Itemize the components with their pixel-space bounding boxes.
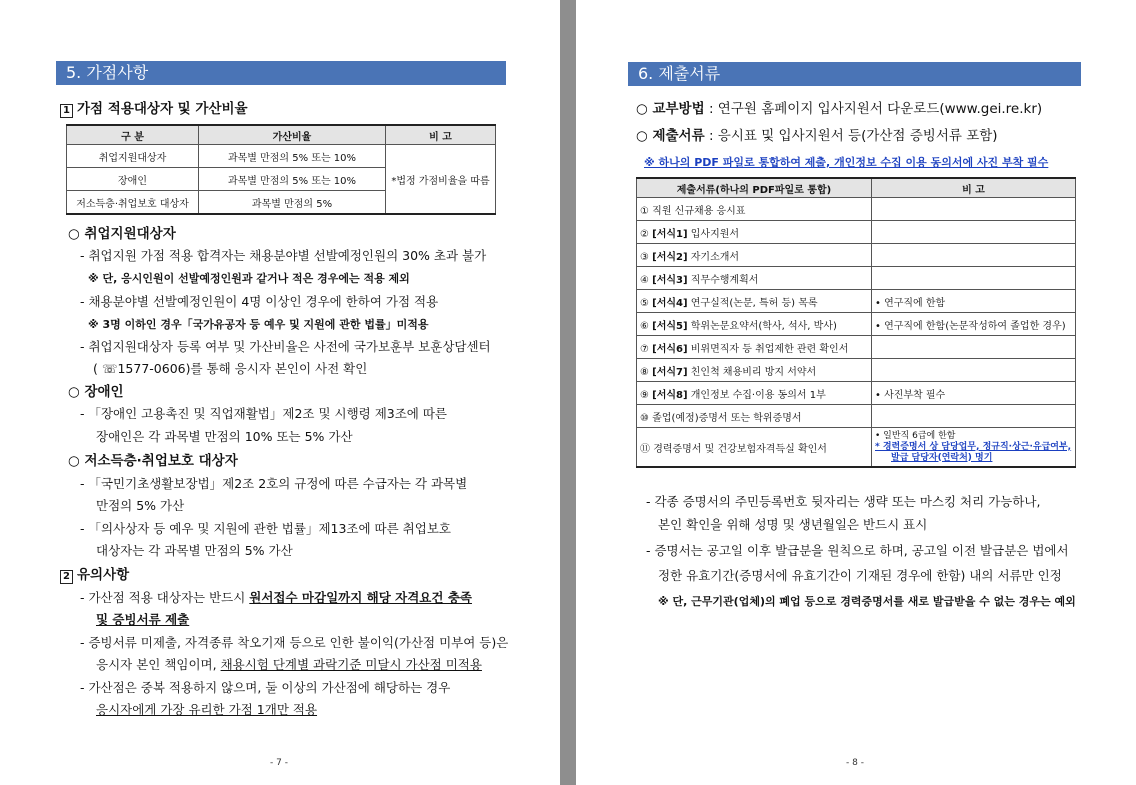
form-tag: [서식5] (652, 320, 688, 332)
cell-note (872, 198, 1076, 221)
row-name: 경력증명서 및 건강보험자격득실 확인서 (653, 443, 827, 455)
text-line: - 「국민기초생활보장법」제2조 2호의 규정에 따른 수급자는 각 과목별 (80, 476, 468, 491)
cell-note: • 사진부착 필수 (872, 382, 1076, 405)
cell-document (637, 198, 872, 221)
cell-note (872, 244, 1076, 267)
row-name: 학위논문요약서(학사, 석사, 박사) (690, 320, 837, 332)
heading-number: 1 (60, 104, 73, 118)
row-number: ② (640, 228, 649, 240)
label-documents: ○ 제출서류 (636, 128, 705, 144)
row-number: ⑧ (640, 366, 649, 378)
text-part: - 가산점 적용 대상자는 반드시 (80, 590, 250, 605)
cell-note (872, 221, 1076, 244)
text-part: : 응시표 및 입사지원서 등(가산점 증빙서류 포함) (704, 128, 998, 144)
row-name: 연구실적(논문, 특허 등) 목록 (690, 297, 818, 309)
text-emphasis: 및 증빙서류 제출 (96, 612, 190, 627)
cell-note (872, 336, 1076, 359)
text-line: - 취업지원대상자 등록 여부 및 가산비율은 사전에 국가보훈부 보훈상담센터 (80, 339, 491, 354)
cell-document (637, 359, 872, 382)
text-underline: 채용시험 단계별 과락기준 미달시 가산점 미적용 (220, 657, 482, 672)
form-tag: [서식3] (652, 274, 688, 286)
heading-text: 유의사항 (77, 567, 130, 583)
text-line: - 채용분야별 선발예정인원이 4명 이상인 경우에 한하여 가점 적용 (80, 294, 439, 309)
text-emphasis: 원서접수 마감일까지 해당 자격요건 충족 (249, 590, 472, 605)
note-line: * 경력증명서 상 담당업무, 정규직·상근·유급여부, (875, 441, 1072, 452)
cell-document (637, 336, 872, 359)
cell-document (637, 405, 872, 428)
row-name: 직원 신규채용 응시표 (652, 205, 746, 217)
table-row (637, 313, 1076, 336)
cell-note (872, 359, 1076, 382)
text-part: 응시자 본인 책임이며, (96, 657, 221, 672)
cell-document (637, 428, 872, 468)
col-header-category: 구 분 (67, 125, 199, 145)
text-line: - 각종 증명서의 주민등록번호 뒷자리는 생략 또는 마스킹 처리 가능하나, (646, 494, 1041, 509)
text-part: : 연구원 홈페이지 입사지원서 다운로드(www.gei.re.kr) (704, 101, 1043, 117)
text-line: 정한 유효기간(증명서에 유효기간이 기재된 경우에 한함) 내의 서류만 인정 (658, 568, 1062, 583)
text-line (96, 657, 482, 673)
notice-pdf: ※ 하나의 PDF 파일로 통합하여 제출, 개인정보 수집 이용 동의서에 사진 부착 필수 (644, 156, 1049, 169)
row-number: ⑤ (640, 297, 649, 309)
page-number: - 7 - (270, 758, 288, 768)
text-line: ( ☏1577-0606)를 통해 응시자 본인이 사전 확인 (93, 361, 368, 376)
table-row (637, 336, 1076, 359)
table-row (637, 198, 1076, 221)
form-tag: [서식6] (652, 343, 688, 355)
cell-note: • 연구직에 한함 (872, 290, 1076, 313)
cell-rate: 과목별 만점의 5% 또는 10% (199, 145, 386, 168)
text-note: ※ 단, 근무기관(업체)의 폐업 등으로 경력증명서를 새로 발급받을 수 없는 경우는 예외 (658, 595, 1076, 608)
table-row (637, 290, 1076, 313)
page-number: - 8 - (846, 758, 864, 768)
text-line: - 가산점은 중복 적용하지 않으며, 둘 이상의 가산점에 해당하는 경우 (80, 680, 451, 695)
row-name: 친인척 채용비리 방지 서약서 (690, 366, 817, 378)
text-line: 본인 확인을 위해 성명 및 생년월일은 반드시 표시 (658, 517, 928, 532)
text-note: ※ 3명 이하인 경우「국가유공자 등 예우 및 지원에 관한 법률」미적용 (88, 318, 429, 331)
cell-note (872, 405, 1076, 428)
table-row (637, 221, 1076, 244)
section-title-bonus: 5. 가점사항 (56, 61, 506, 85)
cell-note (872, 267, 1076, 290)
row-name: 직무수행계획서 (690, 274, 759, 286)
documents-table (636, 177, 1076, 468)
cell-category: 장애인 (67, 168, 199, 191)
text-line: 대상자는 각 과목별 만점의 5% 가산 (96, 543, 293, 558)
cell-note: *법정 가점비율을 따름 (386, 145, 496, 215)
row-number: ⑦ (640, 343, 649, 355)
label-method: ○ 교부방법 (636, 101, 705, 117)
table-row (637, 382, 1076, 405)
text-line: 만점의 5% 가산 (96, 498, 185, 513)
col-header-rate: 가산비율 (199, 125, 386, 145)
row-number: ⑪ (640, 443, 650, 455)
table-row (67, 145, 496, 168)
row-name: 개인정보 수집·이용 동의서 1부 (690, 389, 826, 401)
cell-document (637, 290, 872, 313)
table-row (637, 428, 1076, 468)
form-tag: [서식1] (652, 228, 688, 240)
note-line: • 일반직 6급에 한함 (875, 430, 956, 441)
text-line: - 증빙서류 미제출, 자격종류 착오기재 등으로 인한 불이익(가산점 미부여 등)은 (80, 635, 509, 650)
table-row (637, 267, 1076, 290)
cell-rate: 과목별 만점의 5% 또는 10% (199, 168, 386, 191)
col-header-note: 비 고 (872, 178, 1076, 198)
heading-notes (60, 567, 129, 584)
heading-number: 2 (60, 570, 73, 584)
text-line: - 「의사상자 등 예우 및 지원에 관한 법률」제13조에 따른 취업보호 (80, 521, 451, 536)
cell-note: • 연구직에 한함(논문작성하여 졸업한 경우) (872, 313, 1076, 336)
row-number: ⑥ (640, 320, 649, 332)
text-line: 장애인은 각 과목별 만점의 10% 또는 5% 가산 (96, 429, 353, 444)
cell-document (637, 244, 872, 267)
cell-note (872, 428, 1076, 468)
page-8 (576, 0, 1136, 785)
text-line: - 「장애인 고용촉진 및 직업재활법」제2조 및 시행령 제3조에 따른 (80, 406, 448, 421)
col-header-documents: 제출서류(하나의 PDF파일로 통합) (637, 178, 872, 198)
form-tag: [서식2] (652, 251, 688, 263)
form-tag: [서식7] (652, 366, 688, 378)
heading-text: 가점 적용대상자 및 가산비율 (77, 101, 248, 117)
text-line (636, 101, 1042, 117)
row-number: ⑨ (640, 389, 649, 401)
form-tag: [서식8] (652, 389, 688, 401)
text-line (636, 128, 998, 144)
cell-category: 취업지원대상자 (67, 145, 199, 168)
row-name: 입사지원서 (690, 228, 740, 240)
cell-category: 저소득층·취업보호 대상자 (67, 191, 199, 215)
subhead-low-income: ○ 저소득층·취업보호 대상자 (68, 453, 238, 469)
cell-document (637, 267, 872, 290)
heading-bonus-targets (60, 101, 248, 118)
text-line: - 증명서는 공고일 이후 발급분을 원칙으로 하며, 공고일 이전 발급분은 법에서 (646, 543, 1069, 558)
row-name: 졸업(예정)증명서 또는 학위증명서 (652, 412, 802, 424)
row-number: ④ (640, 274, 649, 286)
table-row (637, 405, 1076, 428)
row-number: ⑩ (640, 412, 649, 424)
text-line: - 취업지원 가점 적용 합격자는 채용분야별 선발예정인원의 30% 초과 불가 (80, 248, 487, 263)
row-number: ③ (640, 251, 649, 263)
row-number: ① (640, 205, 649, 217)
cell-document (637, 313, 872, 336)
form-tag: [서식4] (652, 297, 688, 309)
row-name: 자기소개서 (690, 251, 740, 263)
table-row (637, 244, 1076, 267)
subhead-disabled: ○ 장애인 (68, 384, 124, 400)
page-7 (0, 0, 560, 785)
cell-document (637, 382, 872, 405)
text-line (80, 590, 472, 606)
cell-rate: 과목별 만점의 5% (199, 191, 386, 215)
text-note: ※ 단, 응시인원이 선발예정인원과 같거나 적은 경우에는 적용 제외 (88, 272, 410, 285)
note-line: 발급 담당자(연락처) 명기 (891, 452, 993, 463)
bonus-table (66, 124, 496, 215)
text-underline: 응시자에게 가장 유리한 가점 1개만 적용 (96, 702, 318, 717)
subhead-employment: ○ 취업지원대상자 (68, 226, 176, 242)
cell-document (637, 221, 872, 244)
col-header-note: 비 고 (386, 125, 496, 145)
section-title-documents: 6. 제출서류 (628, 62, 1081, 86)
row-name: 비위면직자 등 취업제한 관련 확인서 (690, 343, 849, 355)
table-row (637, 359, 1076, 382)
